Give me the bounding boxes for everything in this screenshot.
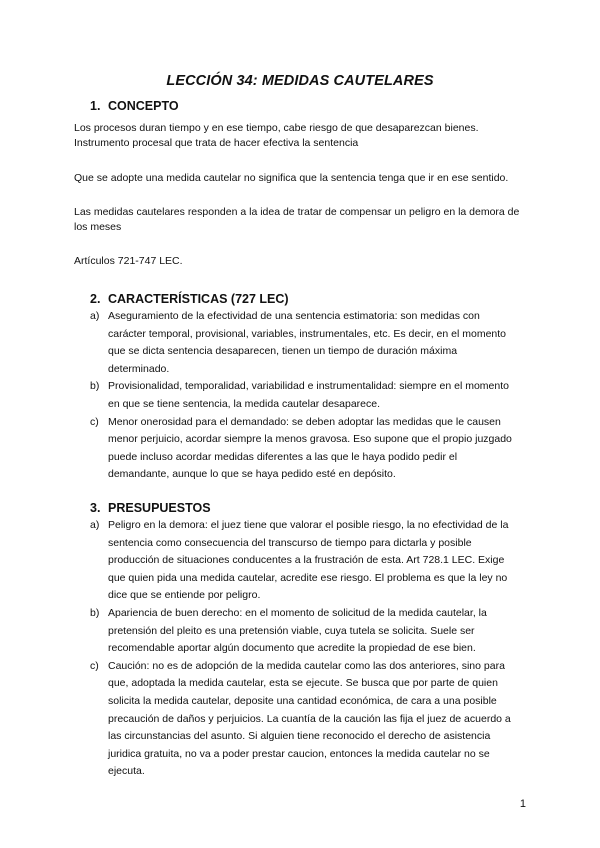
list-item bbox=[74, 517, 534, 605]
list-item bbox=[74, 605, 534, 658]
list-item-text: Peligro en la demora: el juez tiene que valorar el posible riesgo, la no efectividad de la sentencia como consecuencia del transcurso de tiempo para dictarla y posible producción de situaciones conducentes a la frustración de esta. Art 728.1 LEC. Exige que quien pida una medida cautelar, acredite ese riesgo. El problema es que la ley no dice que se entiende por peligro. bbox=[108, 519, 509, 602]
list-item-letter: c) bbox=[90, 415, 99, 428]
list-item-letter: a) bbox=[90, 519, 100, 531]
list-item bbox=[74, 658, 534, 781]
paragraph: Instrumento procesal que trata de hacer efectiva la sentencia bbox=[74, 137, 359, 149]
list-item bbox=[74, 378, 534, 413]
page-number: 1 bbox=[519, 798, 526, 810]
paragraph: Que se adopte una medida cautelar no significa que la sentencia tenga que ir en ese sentido. bbox=[74, 172, 509, 184]
section-number: 1. bbox=[90, 99, 101, 113]
paragraph: Las medidas cautelares responden a la idea de tratar de compensar un peligro en la demora de los meses bbox=[74, 206, 520, 233]
section-number: 2. bbox=[90, 292, 101, 306]
list-item-letter: a) bbox=[90, 310, 100, 322]
list-item-letter: c) bbox=[90, 659, 99, 672]
paragraph: Los procesos duran tiempo y en ese tiempo, cabe riesgo de que desaparezcan bienes. bbox=[74, 122, 479, 134]
section-title: PRESUPUESTOS bbox=[108, 501, 211, 515]
list-item-text: Menor onerosidad para el demandado: se deben adoptar las medidas que le causen menor perjuicio, acordar siempre la menos gravosa. Eso supone que el propio juzgado puede incluso acordar medidas diferentes a las que le haya podido pedir el demandante, aunque lo que se haya pedido esté en depósito. bbox=[108, 415, 512, 481]
list-item bbox=[74, 414, 534, 484]
section-title: CARACTERÍSTICAS (727 LEC) bbox=[108, 292, 289, 306]
list-item-text: Apariencia de buen derecho: en el momento de solicitud de la medida cautelar, la pretensión del pleito es una pretensión viable, cuya tutela se solicita. Suele ser recomendable aportar algún documento que acredite la propiedad de ese bien. bbox=[108, 606, 487, 655]
page-title: LECCIÓN 34: MEDIDAS CAUTELARES bbox=[166, 73, 434, 89]
list-item bbox=[74, 308, 534, 378]
section-number: 3. bbox=[90, 501, 101, 515]
section-title: CONCEPTO bbox=[108, 99, 179, 113]
list-item-text: Provisionalidad, temporalidad, variabilidad e instrumentalidad: siempre en el momento en que se tiene sentencia, la medida cautelar desaparece. bbox=[108, 380, 509, 410]
characteristics-list bbox=[74, 308, 534, 484]
presupuestos-list bbox=[74, 517, 534, 781]
list-item-text: Caución: no es de adopción de la medida cautelar como las dos anteriores, sino para que, adoptada la medida cautelar, esta se ejecute. Se busca que por parte de quien solicita la medida cautelar, deposite una cantidad económica, de cara a una posible precaución de daños y perjuicios. La cuantía de la caución las fija el juez de acuerdo a las circunstancias del asunto. Si alguien tiene reconocido el derecho de asistencia juridica gratuita, no va a poder prestar caucion, entonces la medida cautelar no se ejecuta. bbox=[108, 659, 511, 778]
list-item-text: Aseguramiento de la efectividad de una sentencia estimatoria: son medidas con carácter temporal, provisional, variables, instrumentales, etc. Es decir, en el momento que se dicta sentencia desaparecen, tienen un tiempo de duración máxima determinado. bbox=[108, 310, 507, 375]
list-item-letter: b) bbox=[90, 380, 100, 393]
list-item-letter: b) bbox=[90, 606, 100, 619]
paragraph: Artículos 721-747 LEC. bbox=[74, 255, 183, 267]
